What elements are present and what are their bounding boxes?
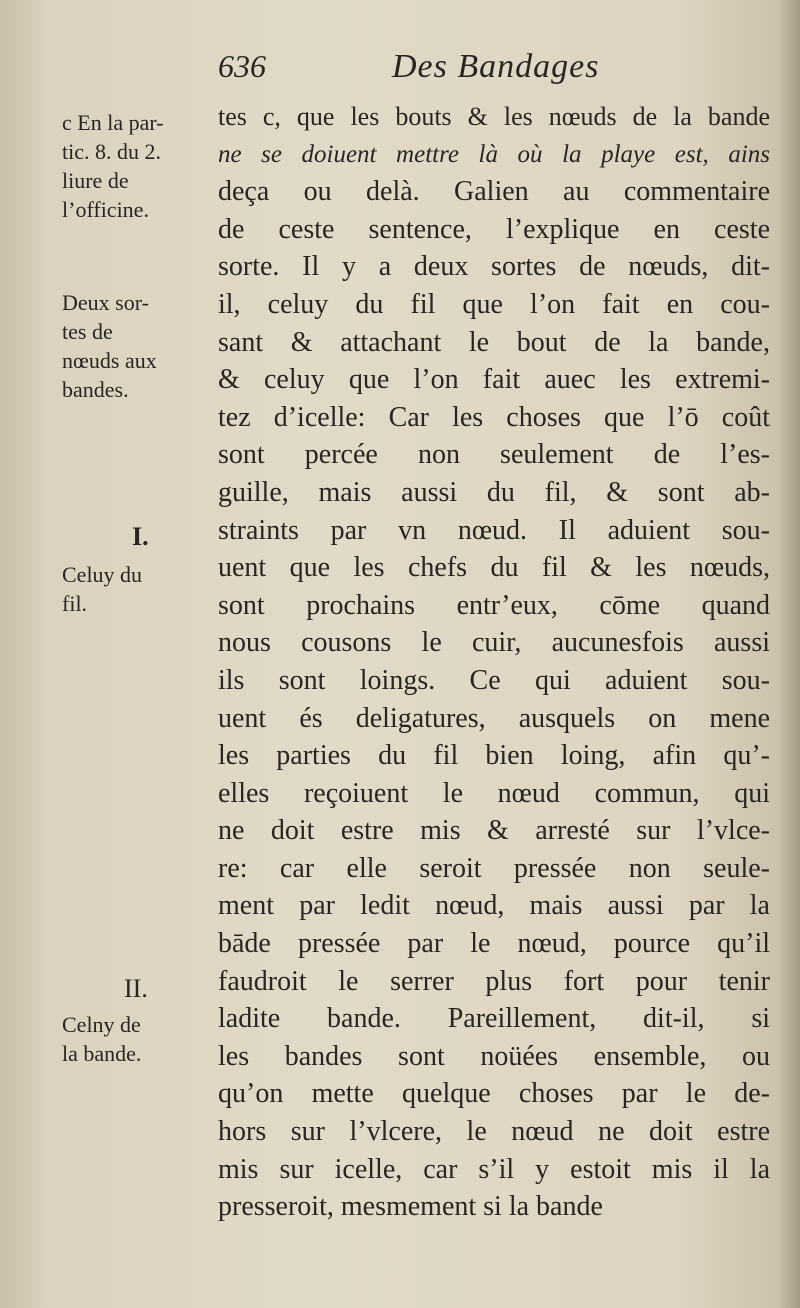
margin-note-line: la bande. bbox=[62, 1041, 142, 1066]
margin-note-line: tes de bbox=[62, 319, 113, 344]
text-line: sorte. Il y a deux sortes de nœuds, dit- bbox=[218, 251, 770, 283]
text-line: ne doit estre mis & arresté sur l’vlce- bbox=[218, 815, 770, 847]
text-line: tez d’icelle: Car les choses que l’ō coût bbox=[218, 401, 770, 433]
margin-note-line: tic. 8. du 2. bbox=[62, 139, 161, 164]
text-line: qu’on mette quelque choses par le de- bbox=[218, 1078, 770, 1110]
running-title: Des Bandages bbox=[392, 48, 600, 85]
text-line: straints par vn nœud. Il aduient sou- bbox=[218, 514, 770, 546]
margin-note-line: Deux sor- bbox=[62, 290, 149, 315]
text-line: ment par ledit nœud, mais aussi par la bbox=[218, 890, 770, 922]
text-line: tes c, que les bouts & les nœuds de la bande bbox=[218, 102, 770, 131]
margin-note-line: liure de bbox=[62, 168, 129, 193]
text-line: hors sur l’vlcere, le nœud ne doit estre bbox=[218, 1116, 770, 1148]
text-line: ils sont loings. Ce qui aduient sou- bbox=[218, 664, 770, 696]
margin-note-line: bandes. bbox=[62, 377, 129, 402]
text-line: re: car elle seroit pressée non seule- bbox=[218, 852, 770, 884]
text-line: & celuy que l’on fait auec les extremi- bbox=[218, 364, 770, 396]
text-line: faudroit le serrer plus fort pour tenir bbox=[218, 965, 770, 997]
text-line: bāde pressée par le nœud, pource qu’il bbox=[218, 928, 770, 960]
text-line: les bandes sont noüées ensemble, ou bbox=[218, 1040, 770, 1072]
text-line: sont prochains entr’eux, cōme quand bbox=[218, 589, 770, 621]
main-text-column bbox=[218, 98, 770, 1226]
text-line: presseroit, mesmement si la bande bbox=[218, 1191, 603, 1223]
margin-note-line: l’officine. bbox=[62, 197, 149, 222]
text-line: de ceste sentence, l’explique en ceste bbox=[218, 213, 770, 245]
margin-note-line: fil. bbox=[62, 591, 88, 616]
text-line: uent que les chefs du fil & les nœuds, bbox=[218, 552, 770, 584]
margin-note-line: Celuy du bbox=[62, 562, 143, 587]
margin-note-line: Celny de bbox=[62, 1012, 141, 1037]
text-line: deça ou delà. Galien au commentaire bbox=[218, 176, 770, 208]
text-line: il, celuy du fil que l’on fait en cou- bbox=[218, 288, 770, 320]
margin-note-line: nœuds aux bbox=[62, 348, 157, 373]
text-line: sant & attachant le bout de la bande, bbox=[218, 326, 770, 358]
margin-note-reference bbox=[62, 108, 214, 224]
page-number: 636 bbox=[218, 48, 266, 84]
page-header bbox=[0, 48, 800, 98]
text-line: ladite bande. Pareillement, dit-il, si bbox=[218, 1003, 770, 1035]
text-line: les parties du fil bien loing, afin qu’- bbox=[218, 740, 770, 772]
margin-numeral-one: I. bbox=[132, 522, 149, 551]
text-line: mis sur icelle, car s’il y estoit mis il la bbox=[218, 1153, 770, 1185]
text-line: ne se doiuent mettre là où la playe est, ains bbox=[218, 140, 770, 168]
text-line: elles reçoiuent le nœud commun, qui bbox=[218, 777, 770, 809]
margin-note-band bbox=[62, 1010, 214, 1068]
page-edge-shadow bbox=[778, 0, 800, 1308]
margin-numeral-two: II. bbox=[124, 974, 148, 1003]
text-line: nous cousons le cuir, aucunesfois aussi bbox=[218, 627, 770, 659]
margin-note-thread bbox=[62, 560, 214, 618]
margin-note-line: c En la par- bbox=[62, 110, 164, 135]
text-line: sont percée non seulement de l’es- bbox=[218, 439, 770, 471]
text-line: uent és deligatures, ausquels on mene bbox=[218, 702, 770, 734]
margin-note-knot-types bbox=[62, 288, 214, 404]
text-line: guille, mais aussi du fil, & sont ab- bbox=[218, 476, 770, 508]
